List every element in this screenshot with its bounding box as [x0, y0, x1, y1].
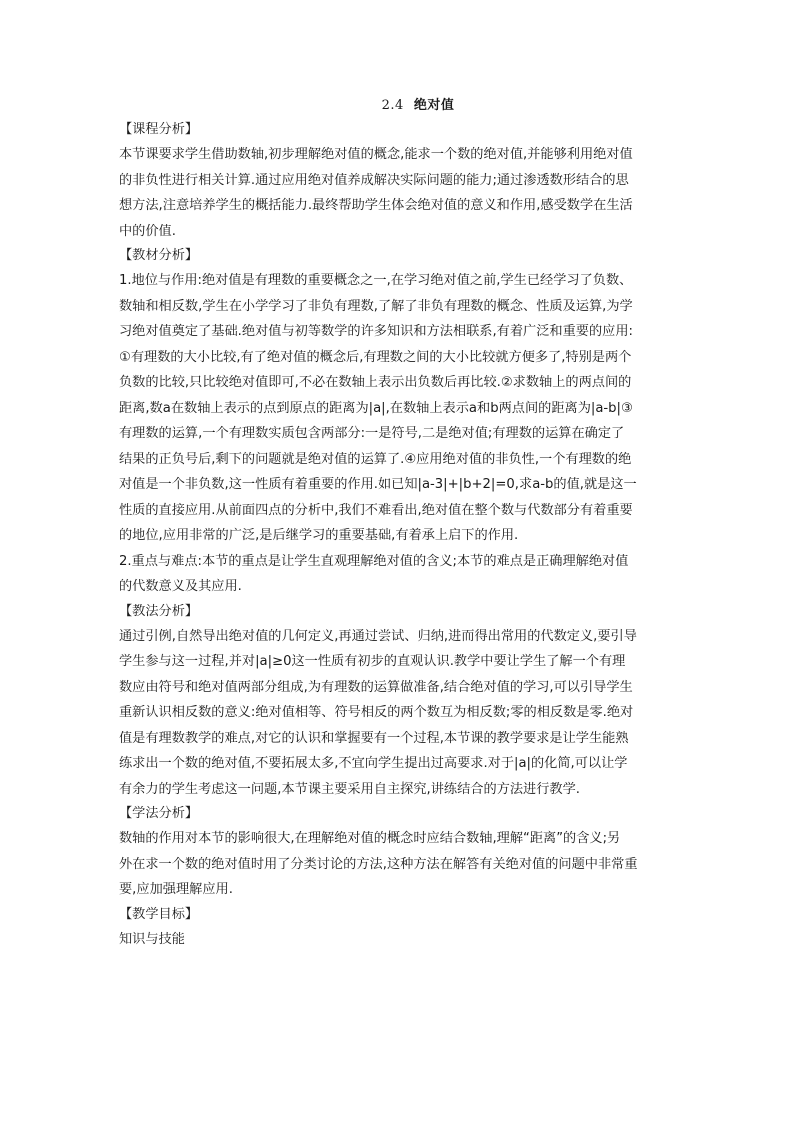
text-line: 知识与技能 [119, 931, 185, 947]
document-page [119, 94, 681, 952]
text-line: 1.地位与作用:绝对值是有理数的重要概念之一,在学习绝对值之前,学生已经学习了负数、 [119, 273, 633, 288]
text-line: 的代数意义及其应用. [119, 579, 242, 594]
text-line: 想方法,注意培养学生的概括能力.最终帮助学生体会绝对值的意义和作用,感受数学在生活 [119, 198, 633, 213]
section-paragraph [119, 142, 681, 244]
text-line: 2.重点与难点:本节的重点是让学生直观理解绝对值的含义;本节的难点是正确理解绝对值 [119, 553, 629, 569]
section-heading: 【课程分析】 [119, 122, 199, 137]
text-line: 性质的直接应用.从前面四点的分析中,我们不难看出,绝对值在整个数与代数部分有着重要 [119, 502, 633, 518]
text-line: 外在求一个数的绝对值时用了分类讨论的方法,这种方法在解答有关绝对值的问题中非常重 [119, 856, 638, 872]
section-heading: 【教法分析】 [119, 603, 199, 619]
text-line: 对值是一个非负数,这一性质有着重要的作用.如已知|a-3|+|b+2|=0,求a-b的值,就是这一 [119, 477, 637, 492]
text-line: 重新认识相反数的意义:绝对值相等、符号相反的两个数互为相反数;零的相反数是零.绝对 [119, 705, 634, 720]
text-line: 有余力的学生考虑这一问题,本节课主要采用自主探究,讲练结合的方法进行教学. [119, 781, 580, 797]
text-line: 的非负性进行相关计算.通过应用绝对值养成解决实际问题的能力;通过渗透数形结合的思 [119, 172, 629, 188]
text-line: 的地位,应用非常的广泛,是后继学习的重要基础,有着承上启下的作用. [119, 528, 519, 543]
text-line: 结果的正负号后,剩下的问题就是绝对值的运算了.④应用绝对值的非负性,一个有理数的绝 [119, 451, 632, 467]
text-line: 通过引例,自然导出绝对值的几何定义,再通过尝试、归纳,进而得出常用的代数定义,要引导 [119, 628, 637, 644]
text-line: 值是有理数教学的难点,对它的认识和掌握要有一个过程,本节课的教学要求是让学生能熟 [119, 730, 629, 746]
text-line: 练求出一个数的绝对值,不要拓展太多,不宜向学生提出过高要求.对于|a|的化简,可以让学 [119, 756, 628, 771]
section-heading: 【教材分析】 [119, 248, 199, 263]
text-line: 中的价值. [119, 223, 176, 239]
text-line: ①有理数的大小比较,有了绝对值的概念后,有理数之间的大小比较就方便多了,特别是两个 [119, 349, 632, 365]
section-paragraph [119, 268, 681, 600]
text-line: 本节课要求学生借助数轴,初步理解绝对值的概念,能求一个数的绝对值,并能够利用绝对值 [119, 147, 633, 162]
section-learning-method-analysis [119, 802, 681, 903]
text-line: 数轴和相反数,学生在小学学习了非负有理数,了解了非负有理数的概念、性质及运算,为学 [119, 298, 633, 314]
section-paragraph [119, 927, 681, 953]
text-line: 有理数的运算,一个有理数实质包含两部分:一是符号,二是绝对值;有理数的运算在确定了 [119, 426, 625, 441]
title-text: 绝对值 [413, 98, 455, 113]
text-line: 习绝对值奠定了基础.绝对值与初等数学的许多知识和方法相联系,有着广泛和重要的应用: [119, 324, 633, 339]
document-title [119, 94, 681, 118]
section-course-analysis [119, 118, 681, 244]
section-paragraph [119, 826, 681, 903]
section-teaching-objectives [119, 903, 681, 953]
section-teaching-method-analysis [119, 600, 681, 803]
section-heading: 【教学目标】 [119, 906, 199, 922]
section-heading: 【学法分析】 [119, 806, 199, 821]
text-line: 学生参与这一过程,并对|a|≥0这一性质有初步的直观认识.教学中要让学生了解一个有理 [119, 654, 626, 669]
text-line: 数轴的作用对本节的影响很大,在理解绝对值的概念时应结合数轴,理解“距离”的含义;另 [119, 831, 621, 846]
title-number: 2.4 [381, 98, 404, 113]
text-line: 负数的比较,只比较绝对值即可,不必在数轴上表示出负数后再比较.②求数轴上的两点间的 [119, 375, 632, 390]
text-line: 要,应加强理解应用. [119, 882, 233, 897]
section-paragraph [119, 624, 681, 803]
text-line: 数应由符号和绝对值两部分组成,为有理数的运算做准备,结合绝对值的学习,可以引导学生 [119, 679, 633, 695]
section-textbook-analysis [119, 244, 681, 600]
text-line: 距离,数a在数轴上表示的点到原点的距离为|a|,在数轴上表示a和b两点间的距离为|a-b|③ [119, 400, 633, 416]
